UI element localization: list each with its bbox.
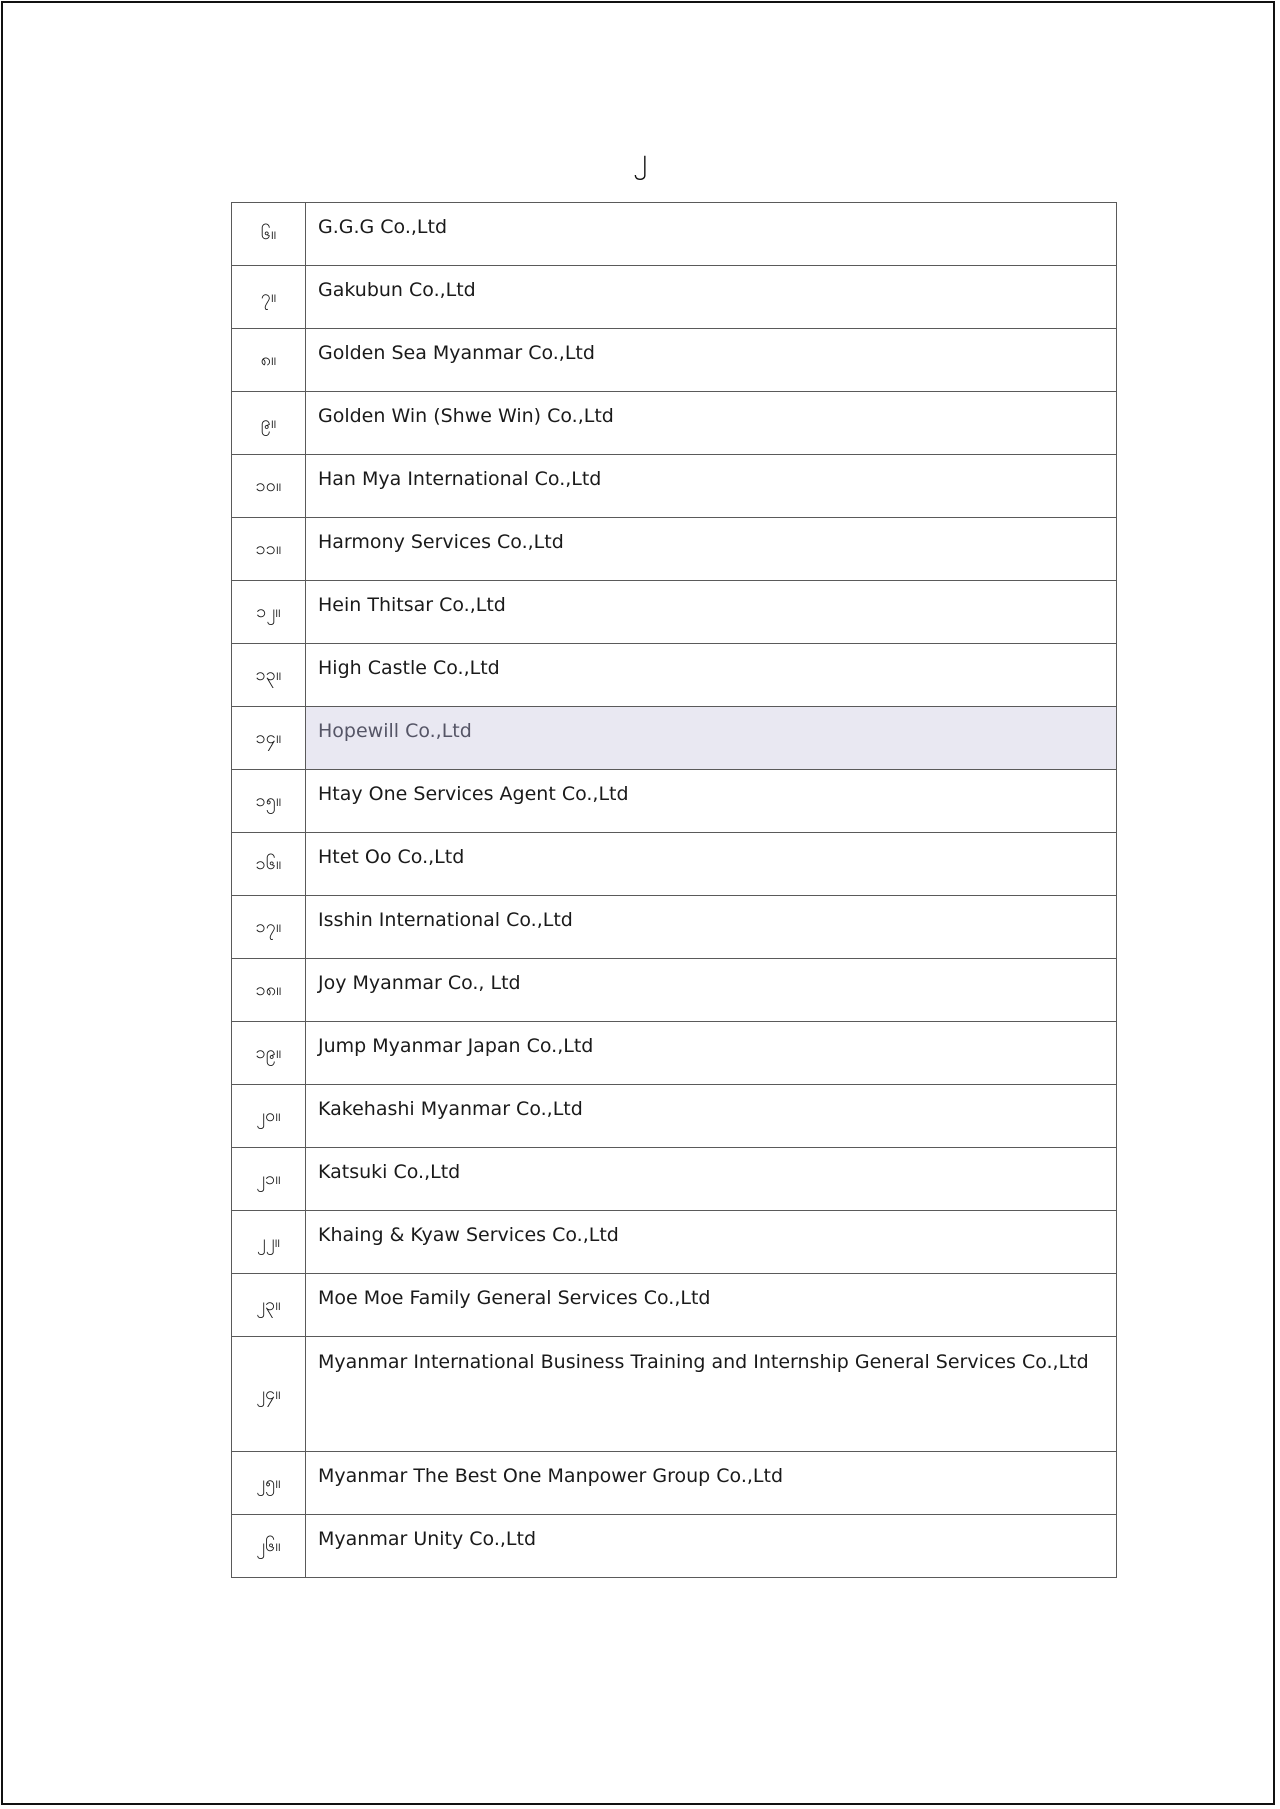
company-name: Myanmar Unity Co.,Ltd bbox=[306, 1515, 1117, 1578]
company-name: Harmony Services Co.,Ltd bbox=[306, 518, 1117, 581]
company-name: G.G.G Co.,Ltd bbox=[306, 203, 1117, 266]
table-row bbox=[232, 833, 1117, 896]
table-row bbox=[232, 455, 1117, 518]
row-number: ၁၇။ bbox=[232, 896, 306, 959]
table-row bbox=[232, 1211, 1117, 1274]
company-name: Khaing & Kyaw Services Co.,Ltd bbox=[306, 1211, 1117, 1274]
table-row bbox=[232, 1452, 1117, 1515]
row-number: ၁၈။ bbox=[232, 959, 306, 1022]
row-number: ၂၂။ bbox=[232, 1211, 306, 1274]
company-name: Hopewill Co.,Ltd bbox=[306, 707, 1117, 770]
row-number: ၂၀။ bbox=[232, 1085, 306, 1148]
table-row bbox=[232, 392, 1117, 455]
table-row bbox=[232, 770, 1117, 833]
table-row bbox=[232, 896, 1117, 959]
company-name: High Castle Co.,Ltd bbox=[306, 644, 1117, 707]
table-row bbox=[232, 1515, 1117, 1578]
table-row-highlighted bbox=[232, 707, 1117, 770]
company-name: Myanmar International Business Training and Internship General Services Co.,Ltd bbox=[306, 1337, 1117, 1452]
row-number: ၂၆။ bbox=[232, 1515, 306, 1578]
row-number: ၁၄။ bbox=[232, 707, 306, 770]
row-number: ၁၅။ bbox=[232, 770, 306, 833]
table-row bbox=[232, 644, 1117, 707]
company-name: Isshin International Co.,Ltd bbox=[306, 896, 1117, 959]
row-number: ၈။ bbox=[232, 329, 306, 392]
table-row bbox=[232, 329, 1117, 392]
row-number: ၁၁။ bbox=[232, 518, 306, 581]
table-row bbox=[232, 1148, 1117, 1211]
row-number: ၂၄။ bbox=[232, 1337, 306, 1452]
company-name: Moe Moe Family General Services Co.,Ltd bbox=[306, 1274, 1117, 1337]
table-row bbox=[232, 1274, 1117, 1337]
company-name: Htet Oo Co.,Ltd bbox=[306, 833, 1117, 896]
company-name: Katsuki Co.,Ltd bbox=[306, 1148, 1117, 1211]
table-row bbox=[232, 518, 1117, 581]
company-name: Jump Myanmar Japan Co.,Ltd bbox=[306, 1022, 1117, 1085]
table-row bbox=[232, 1085, 1117, 1148]
company-name: Kakehashi Myanmar Co.,Ltd bbox=[306, 1085, 1117, 1148]
row-number: ၇။ bbox=[232, 266, 306, 329]
table-row bbox=[232, 959, 1117, 1022]
company-list-table bbox=[231, 202, 1117, 1578]
table-row bbox=[232, 1022, 1117, 1085]
row-number: ၂၁။ bbox=[232, 1148, 306, 1211]
company-name: Hein Thitsar Co.,Ltd bbox=[306, 581, 1117, 644]
row-number: ၁၂။ bbox=[232, 581, 306, 644]
company-name: Gakubun Co.,Ltd bbox=[306, 266, 1117, 329]
company-name: Htay One Services Agent Co.,Ltd bbox=[306, 770, 1117, 833]
row-number: ၁၆။ bbox=[232, 833, 306, 896]
company-name: Joy Myanmar Co., Ltd bbox=[306, 959, 1117, 1022]
row-number: ၁၀။ bbox=[232, 455, 306, 518]
row-number: ၂၅။ bbox=[232, 1452, 306, 1515]
row-number: ၉။ bbox=[232, 392, 306, 455]
table-row bbox=[232, 1337, 1117, 1452]
row-number: ၂၃။ bbox=[232, 1274, 306, 1337]
row-number: ၁၃။ bbox=[232, 644, 306, 707]
row-number: ၆။ bbox=[232, 203, 306, 266]
table-row bbox=[232, 581, 1117, 644]
company-name: Golden Sea Myanmar Co.,Ltd bbox=[306, 329, 1117, 392]
company-name: Han Mya International Co.,Ltd bbox=[306, 455, 1117, 518]
company-name: Golden Win (Shwe Win) Co.,Ltd bbox=[306, 392, 1117, 455]
table-row bbox=[232, 266, 1117, 329]
company-name: Myanmar The Best One Manpower Group Co.,Ltd bbox=[306, 1452, 1117, 1515]
table-row bbox=[232, 203, 1117, 266]
row-number: ၁၉။ bbox=[232, 1022, 306, 1085]
page-number: ၂ bbox=[633, 142, 647, 175]
